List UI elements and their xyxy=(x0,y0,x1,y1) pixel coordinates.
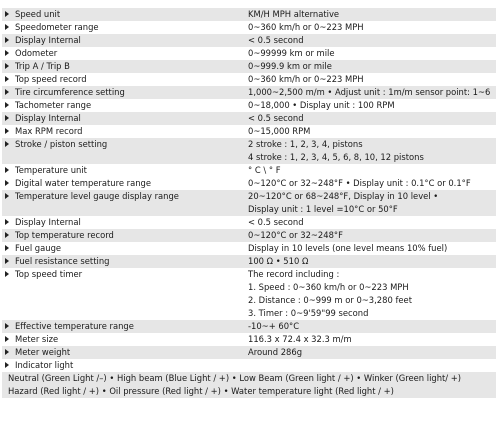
spec-value-cell xyxy=(246,34,496,47)
spec-row xyxy=(2,359,496,372)
spec-label-cell xyxy=(2,268,246,320)
spec-row xyxy=(2,333,496,346)
spec-label: Top temperature record xyxy=(15,230,114,240)
spec-label-cell xyxy=(2,86,246,99)
indicator-light-line: Hazard (Red light / +) • Oil pressure (Red light / +) • Water temperature light (Red light / +) xyxy=(8,386,394,396)
bullet-icon xyxy=(5,323,9,329)
bullet-icon xyxy=(5,193,9,199)
spec-value: 0~15,000 RPM xyxy=(248,126,311,136)
spec-value: 0~120°C or 32~248°F xyxy=(248,230,343,240)
indicator-light-line: Neutral (Green Light /–) • High beam (Blue Light / +) • Low Beam (Green light / +) • Winker (Green light/ +) xyxy=(8,373,462,383)
spec-label: Digital water temperature range xyxy=(15,178,152,188)
spec-label-cell xyxy=(2,190,246,216)
spec-label-cell xyxy=(2,216,246,229)
bullet-icon xyxy=(5,336,9,342)
spec-value-cell xyxy=(246,164,496,177)
bullet-icon xyxy=(5,89,9,95)
spec-label: Speedometer range xyxy=(15,22,99,32)
spec-value: 0~18,000 • Display unit : 100 RPM xyxy=(248,100,395,110)
spec-value-cell xyxy=(246,60,496,73)
spec-row xyxy=(2,229,496,242)
spec-value: The record including : xyxy=(248,269,340,279)
bullet-icon xyxy=(5,24,9,30)
spec-row xyxy=(2,177,496,190)
spec-row xyxy=(2,86,496,99)
spec-value-cell xyxy=(246,73,496,86)
spec-label: Trip A / Trip B xyxy=(15,61,70,71)
spec-label-cell xyxy=(2,34,246,47)
spec-row xyxy=(2,21,496,34)
spec-label: Tire circumference setting xyxy=(15,87,125,97)
bullet-icon xyxy=(5,245,9,251)
spec-value-cell xyxy=(246,21,496,34)
spec-row xyxy=(2,190,496,216)
spec-row xyxy=(2,164,496,177)
spec-label: Meter size xyxy=(15,334,59,344)
spec-label: Fuel gauge xyxy=(15,243,62,253)
spec-value-cell xyxy=(246,190,496,216)
spec-value: ° C \ ° F xyxy=(248,165,281,175)
spec-row xyxy=(2,34,496,47)
spec-table-body xyxy=(2,8,496,398)
spec-label-cell xyxy=(2,21,246,34)
spec-value-cell xyxy=(246,216,496,229)
spec-value: 4 stroke : 1, 2, 3, 4, 5, 6, 8, 10, 12 pistons xyxy=(248,152,424,162)
spec-row xyxy=(2,138,496,164)
indicator-light-description xyxy=(2,372,496,398)
spec-value: 2 stroke : 1, 2, 3, 4, pistons xyxy=(248,139,363,149)
spec-row xyxy=(2,242,496,255)
spec-label: Meter weight xyxy=(15,347,71,357)
spec-label-cell xyxy=(2,47,246,60)
bullet-icon xyxy=(5,50,9,56)
bullet-icon xyxy=(5,141,9,147)
bullet-icon xyxy=(5,167,9,173)
spec-value: 3. Timer : 0~9'59"99 second xyxy=(248,308,369,318)
spec-row xyxy=(2,60,496,73)
spec-label: Top speed timer xyxy=(15,269,83,279)
spec-row xyxy=(2,125,496,138)
spec-value-cell xyxy=(246,86,496,99)
spec-label-cell xyxy=(2,138,246,164)
spec-value: 0~999.9 km or mile xyxy=(248,61,332,71)
spec-label-cell xyxy=(2,229,246,242)
spec-value-cell xyxy=(246,125,496,138)
spec-value-cell xyxy=(246,346,496,359)
spec-table xyxy=(2,8,496,398)
bullet-icon xyxy=(5,63,9,69)
spec-label: Odometer xyxy=(15,48,58,58)
spec-row xyxy=(2,346,496,359)
spec-label-cell xyxy=(2,346,246,359)
spec-value: 0~360 km/h or 0~223 MPH xyxy=(248,74,364,84)
spec-label-cell xyxy=(2,320,246,333)
spec-value: Display in 10 levels (one level means 10% fuel) xyxy=(248,243,448,253)
spec-label: Speed unit xyxy=(15,9,61,19)
spec-value: < 0.5 second xyxy=(248,113,304,123)
bullet-icon xyxy=(5,271,9,277)
spec-value-cell xyxy=(246,177,496,190)
bullet-icon xyxy=(5,128,9,134)
spec-value: KM/H MPH alternative xyxy=(248,9,340,19)
bullet-icon xyxy=(5,219,9,225)
spec-value: Around 286g xyxy=(248,347,303,357)
bullet-icon xyxy=(5,115,9,121)
spec-label-cell xyxy=(2,164,246,177)
spec-label-cell xyxy=(2,177,246,190)
spec-row xyxy=(2,112,496,125)
spec-value-cell xyxy=(246,229,496,242)
spec-label: Max RPM record xyxy=(15,126,83,136)
spec-label: Tachometer range xyxy=(15,100,92,110)
spec-value: 0~120°C or 32~248°F • Display unit : 0.1°C or 0.1°F xyxy=(248,178,471,188)
bullet-icon xyxy=(5,102,9,108)
spec-label: Top speed record xyxy=(15,74,87,84)
spec-value: Display unit : 1 level =10°C or 50°F xyxy=(248,204,398,214)
spec-value-cell xyxy=(246,8,496,21)
spec-value-cell xyxy=(246,138,496,164)
spec-value: 20~120°C or 68~248°F, Display in 10 level • xyxy=(248,191,439,201)
bullet-icon xyxy=(5,258,9,264)
spec-value-cell xyxy=(246,47,496,60)
spec-value-cell xyxy=(246,268,496,320)
spec-value: 0~360 km/h or 0~223 MPH xyxy=(248,22,364,32)
spec-row xyxy=(2,216,496,229)
spec-label-cell xyxy=(2,112,246,125)
spec-value-cell xyxy=(246,99,496,112)
spec-label: Indicator light xyxy=(15,360,74,370)
spec-label: Temperature unit xyxy=(15,165,87,175)
spec-label-cell xyxy=(2,8,246,21)
spec-value: -10~+ 60°C xyxy=(248,321,300,331)
bullet-icon xyxy=(5,232,9,238)
spec-value: 1,000~2,500 m/m • Adjust unit : 1m/m sensor point: 1~6 xyxy=(248,87,491,97)
spec-label-cell xyxy=(2,125,246,138)
spec-label: Stroke / piston setting xyxy=(15,139,108,149)
bullet-icon xyxy=(5,180,9,186)
spec-row xyxy=(2,99,496,112)
spec-value-cell xyxy=(246,333,496,346)
spec-label-cell xyxy=(2,60,246,73)
spec-label: Display Internal xyxy=(15,35,81,45)
spec-label-cell xyxy=(2,99,246,112)
bullet-icon xyxy=(5,349,9,355)
spec-row xyxy=(2,73,496,86)
spec-label: Display Internal xyxy=(15,217,81,227)
bullet-icon xyxy=(5,362,9,368)
spec-row xyxy=(2,255,496,268)
spec-label: Temperature level gauge display range xyxy=(15,191,179,201)
spec-value: 1. Speed : 0~360 km/h or 0~223 MPH xyxy=(248,282,409,292)
bullet-icon xyxy=(5,76,9,82)
spec-row xyxy=(2,8,496,21)
spec-value-cell xyxy=(246,112,496,125)
indicator-light-description-row xyxy=(2,372,496,398)
spec-label-cell xyxy=(2,73,246,86)
bullet-icon xyxy=(5,37,9,43)
spec-value-cell xyxy=(246,359,496,372)
spec-label: Fuel resistance setting xyxy=(15,256,110,266)
spec-value: 116.3 x 72.4 x 32.3 m/m xyxy=(248,334,352,344)
spec-row xyxy=(2,268,496,320)
spec-label-cell xyxy=(2,359,246,372)
spec-value-cell xyxy=(246,242,496,255)
spec-row xyxy=(2,47,496,60)
spec-value-cell xyxy=(246,255,496,268)
spec-label: Display Internal xyxy=(15,113,81,123)
spec-label: Effective temperature range xyxy=(15,321,134,331)
spec-label-cell xyxy=(2,242,246,255)
spec-value-cell xyxy=(246,320,496,333)
spec-label-cell xyxy=(2,333,246,346)
spec-value: < 0.5 second xyxy=(248,217,304,227)
spec-label-cell xyxy=(2,255,246,268)
spec-value: 2. Distance : 0~999 m or 0~3,280 feet xyxy=(248,295,412,305)
spec-row xyxy=(2,320,496,333)
bullet-icon xyxy=(5,11,9,17)
spec-value: 0~99999 km or mile xyxy=(248,48,335,58)
spec-value: 100 Ω • 510 Ω xyxy=(248,256,309,266)
spec-value: < 0.5 second xyxy=(248,35,304,45)
